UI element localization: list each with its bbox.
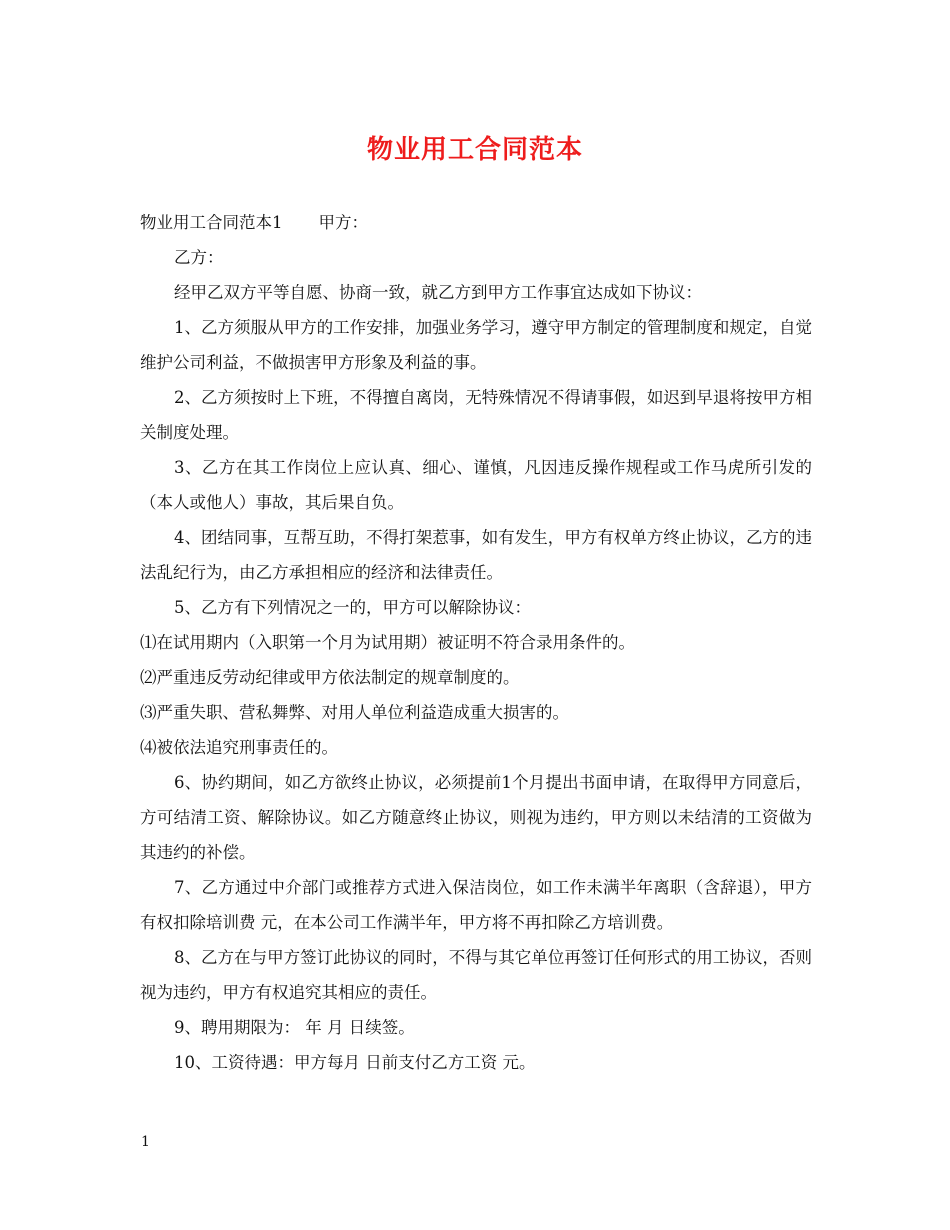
clause-6: 6、协约期间，如乙方欲终止协议，必须提前1个月提出书面申请，在取得甲方同意后，方可结清工资、解除协议。如乙方随意终止协议，则视为违约，甲方则以未结清的工资做为其违约的补偿。 — [140, 773, 812, 862]
page-number: 1 — [141, 1134, 150, 1150]
party-b-label: 乙方： — [174, 248, 224, 267]
clause-7: 7、乙方通过中介部门或推荐方式进入保洁岗位，如工作未满半年离职（含辞退），甲方有权扣除培训费 元，在本公司工作满半年，甲方将不再扣除乙方培训费。 — [140, 878, 812, 932]
sub-item-4: ⑷被依法追究刑事责任的。 — [140, 738, 338, 757]
clause-5: 5、乙方有下列情况之一的，甲方可以解除协议： — [174, 598, 531, 617]
clause-10: 10、工资待遇：甲方每月 日前支付乙方工资 元。 — [174, 1053, 536, 1072]
heading-row — [140, 205, 812, 240]
clause-2: 2、乙方须按时上下班，不得擅自离岗，无特殊情况不得请事假，如迟到早退将按甲方相关制度处理。 — [140, 388, 812, 442]
sub-item-2: ⑵严重违反劳动纪律或甲方依法制定的规章制度的。 — [140, 668, 520, 687]
document-body — [140, 205, 812, 1080]
paragraph-intro: 经甲乙双方平等自愿、协商一致，就乙方到甲方工作事宜达成如下协议： — [174, 283, 702, 302]
clause-9: 9、聘用期限为： 年 月 日续签。 — [174, 1018, 415, 1037]
clause-3: 3、乙方在其工作岗位上应认真、细心、谨慎，凡因违反操作规程或工作马虎所引发的（本人或他人）事故，其后果自负。 — [140, 458, 812, 512]
clause-4: 4、团结同事，互帮互助，不得打架惹事，如有发生，甲方有权单方终止协议，乙方的违法乱纪行为，由乙方承担相应的经济和法律责任。 — [140, 528, 812, 582]
sub-item-1: ⑴在试用期内（入职第一个月为试用期）被证明不符合录用条件的。 — [140, 633, 635, 652]
sub-item-3: ⑶严重失职、营私舞弊、对用人单位利益造成重大损害的。 — [140, 703, 569, 722]
document-title: 物业用工合同范本 — [366, 135, 583, 165]
clause-1: 1、乙方须服从甲方的工作安排，加强业务学习，遵守甲方制定的管理制度和规定，自觉维护公司利益，不做损害甲方形象及利益的事。 — [140, 318, 812, 372]
heading-label: 物业用工合同范本1 — [140, 213, 283, 232]
party-a-label: 甲方： — [318, 213, 368, 232]
clause-8: 8、乙方在与甲方签订此协议的同时，不得与其它单位再签订任何形式的用工协议，否则视为违约，甲方有权追究其相应的责任。 — [140, 948, 812, 1002]
